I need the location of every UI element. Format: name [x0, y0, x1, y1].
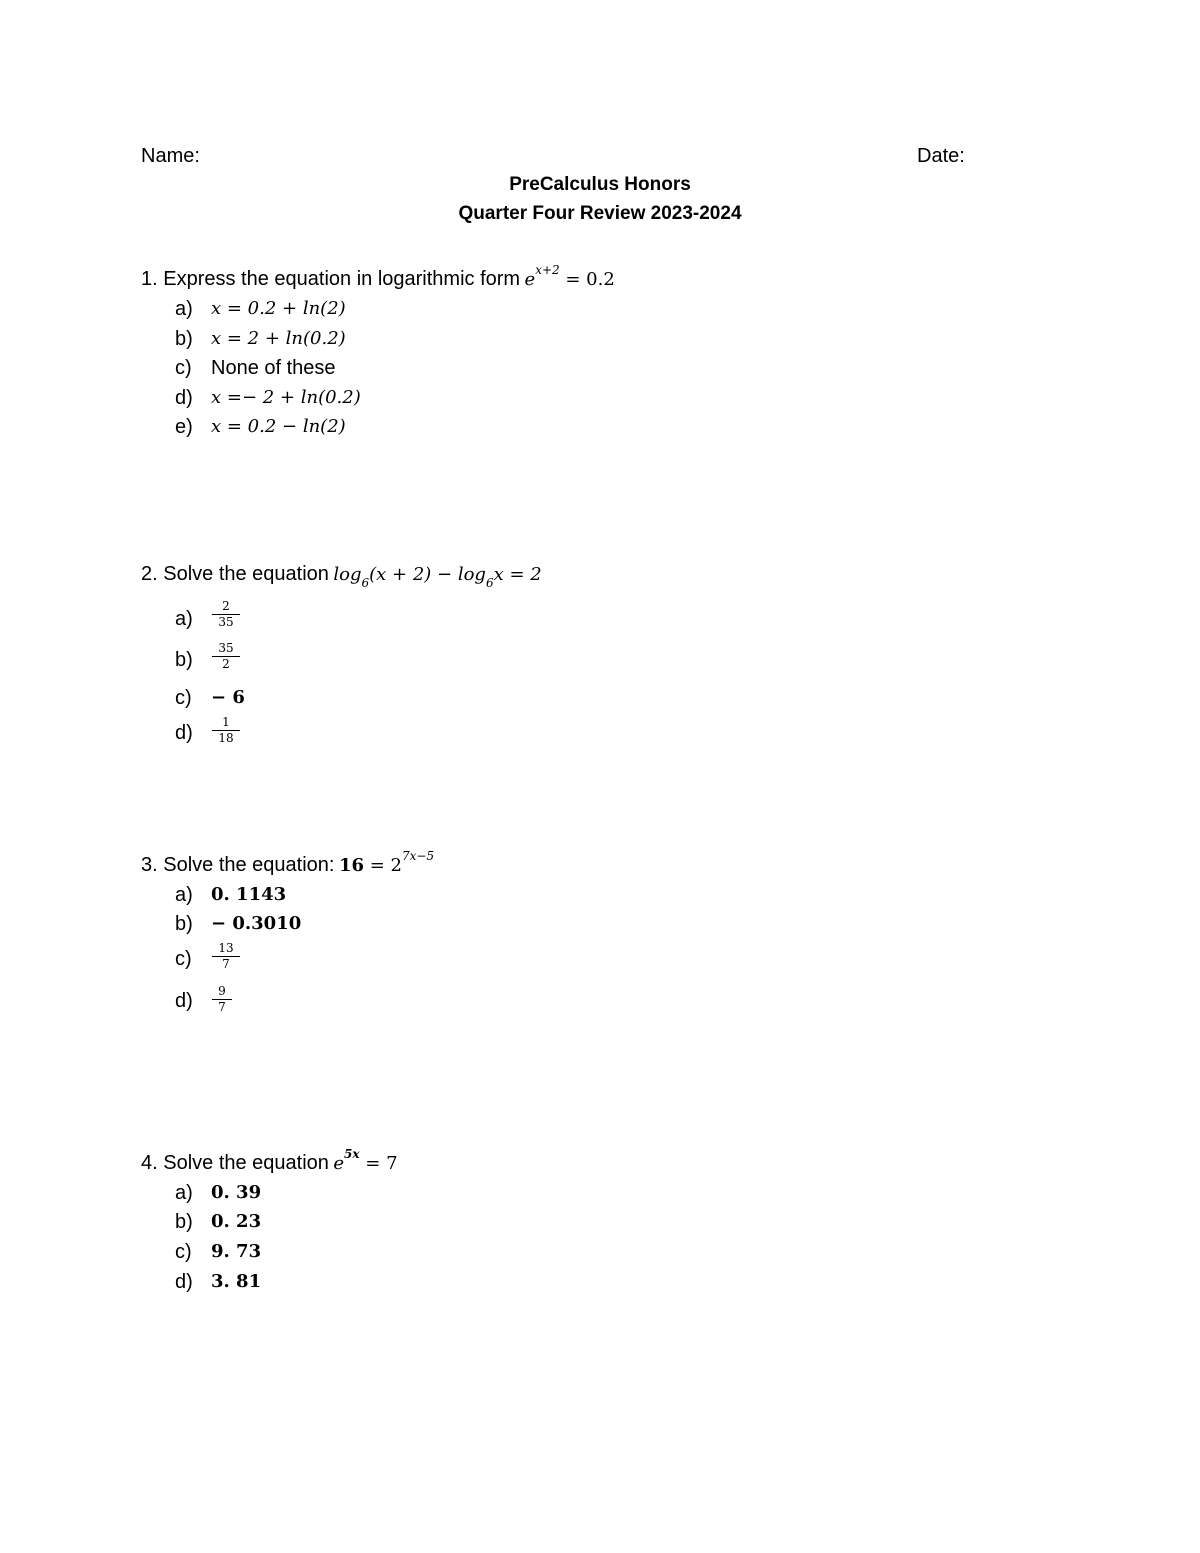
- option-label: d): [175, 722, 193, 744]
- question-4: [141, 1147, 398, 1175]
- question-2-eq-base: 6: [485, 576, 494, 590]
- option-label: a): [175, 1182, 193, 1204]
- option-label: a): [175, 298, 193, 320]
- question-3: [141, 849, 435, 877]
- fraction-denominator: 7: [218, 1000, 226, 1014]
- fraction: [212, 642, 240, 671]
- option-label: c): [175, 1241, 192, 1263]
- question-4-eq-base: e: [333, 1153, 345, 1174]
- question-4-eq-rhs: = 7: [359, 1153, 398, 1174]
- question-2: [141, 563, 542, 590]
- review-title: Quarter Four Review 2023-2024: [458, 203, 742, 224]
- option-label: e): [175, 416, 193, 438]
- option-label: a): [175, 608, 193, 630]
- question-3-eq-exponent: 7x−5: [401, 849, 435, 863]
- option-text: None of these: [211, 357, 336, 379]
- fraction-numerator: 1: [222, 715, 230, 729]
- course-title: PreCalculus Honors: [509, 174, 691, 195]
- fraction-numerator: 13: [218, 941, 234, 955]
- fraction: [212, 942, 240, 971]
- option-text: 3. 81: [211, 1271, 262, 1292]
- fraction-numerator: 9: [218, 984, 226, 998]
- option-label: a): [175, 884, 193, 906]
- question-1-eq-exponent: x+2: [535, 263, 560, 277]
- fraction: [212, 600, 240, 629]
- question-1-eq-base: e: [524, 269, 536, 290]
- question-4-eq-exponent: 5x: [344, 1147, 360, 1161]
- question-3-eq-lhs: 16: [338, 855, 364, 876]
- option-label: d): [175, 387, 193, 409]
- fraction: [212, 985, 232, 1014]
- fraction-numerator: 35: [218, 641, 234, 655]
- option-label: c): [175, 687, 192, 709]
- fraction-denominator: 35: [218, 615, 234, 629]
- question-4-prompt: 4. Solve the equation: [141, 1152, 329, 1174]
- option-text: x =− 2 + ln(0.2): [211, 387, 361, 408]
- question-1: [141, 263, 615, 291]
- question-1-prompt: 1. Express the equation in logarithmic form: [141, 268, 521, 290]
- option-label: d): [175, 990, 193, 1012]
- question-2-prompt: 2. Solve the equation: [141, 563, 329, 585]
- option-label: b): [175, 913, 193, 935]
- option-label: d): [175, 1271, 193, 1293]
- fraction: [212, 716, 240, 745]
- question-1-eq-rhs: = 0.2: [559, 269, 615, 290]
- question-3-eq-equals: = 2: [364, 855, 402, 876]
- option-label: b): [175, 649, 193, 671]
- option-text: 0. 23: [211, 1211, 262, 1232]
- option-label: c): [175, 948, 192, 970]
- question-3-prompt: 3. Solve the equation:: [141, 854, 335, 876]
- fraction-numerator: 2: [222, 599, 230, 613]
- option-text: − 0.3010: [211, 913, 302, 934]
- fraction-denominator: 18: [218, 731, 234, 745]
- option-text: x = 2 + ln(0.2): [211, 328, 346, 349]
- option-text: x = 0.2 + ln(2): [211, 298, 346, 319]
- question-2-eq-base: 6: [361, 576, 370, 590]
- question-2-eq-log: log: [333, 564, 362, 585]
- option-label: b): [175, 1211, 193, 1233]
- option-text: 0. 1143: [211, 884, 287, 905]
- question-2-eq-middle: (x + 2) − log: [369, 564, 486, 585]
- option-label: c): [175, 357, 192, 379]
- option-text: x = 0.2 − ln(2): [211, 416, 346, 437]
- option-text: 9. 73: [211, 1241, 262, 1262]
- date-label: Date:: [917, 145, 965, 167]
- fraction-denominator: 2: [222, 657, 230, 671]
- fraction-denominator: 7: [222, 957, 230, 971]
- option-text: 0. 39: [211, 1182, 262, 1203]
- name-label: Name:: [141, 145, 200, 167]
- option-label: b): [175, 328, 193, 350]
- option-text: − 6: [211, 687, 245, 708]
- question-2-eq-end: x = 2: [493, 564, 542, 585]
